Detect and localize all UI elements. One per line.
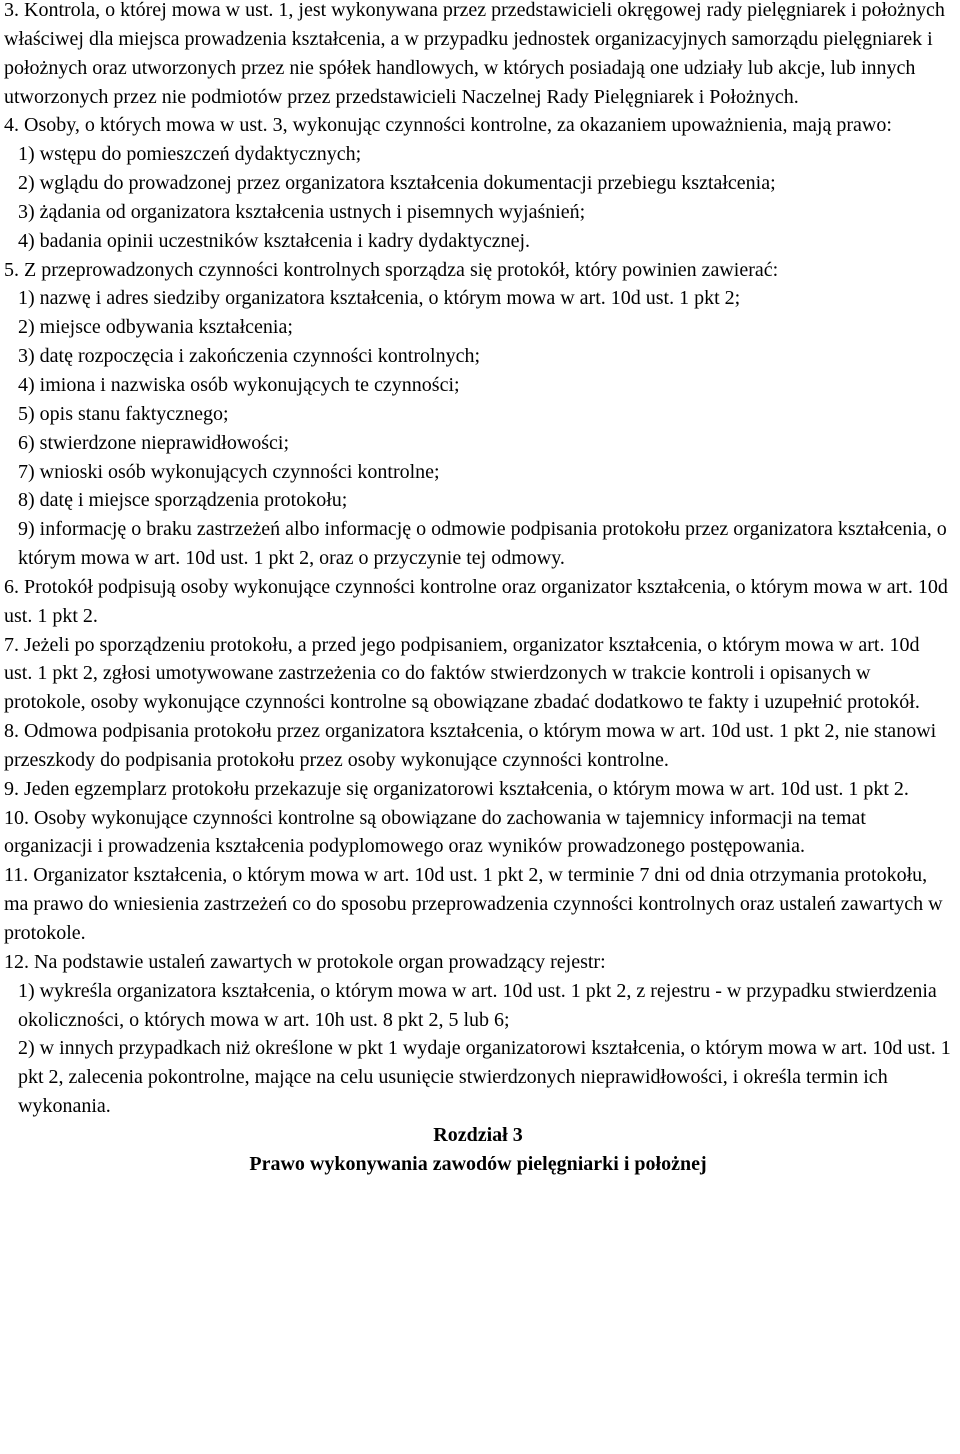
paragraph-3: 3. Kontrola, o której mowa w ust. 1, jest wykonywana przez przedstawicieli okręgowej rady pielęgniarek i położnych właściwej dla miejsca prowadzenia kształcenia, a w przypadku jednostek organizacyjnych samorządu pielęgniarek i położnych oraz utworzonych przez nie spółek handlowych, w których posiadają one udziały lub akcje, lub innych utworzonych przez nie podmiotów przez przedstawicieli Naczelnej Rady Pielęgniarek i Położnych. (4, 0, 945, 108)
paragraph-12: 12. Na podstawie ustaleń zawartych w protokole organ prowadzący rejestr: (4, 950, 606, 973)
list-item: 4) imiona i nazwiska osób wykonujących te czynności; (18, 373, 460, 396)
list-item: 1) nazwę i adres siedziby organizatora kształcenia, o którym mowa w art. 10d ust. 1 pkt 2; (18, 287, 741, 310)
list-item: 4) badania opinii uczestników kształcenia i kadry dydaktycznej. (18, 229, 531, 252)
list-item: 9) informację o braku zastrzeżeń albo informację o odmowie podpisania protokołu przez organizatora kształcenia, o którym mowa w art. 10d ust. 1 pkt 2, oraz o przyczynie tej odmowy. (18, 518, 947, 570)
chapter-number: Rozdział 3 (433, 1123, 523, 1146)
list-item: 3) datę rozpoczęcia i zakończenia czynności kontrolnych; (18, 345, 481, 368)
paragraph-5: 5. Z przeprowadzonych czynności kontrolnych sporządza się protokół, który powinien zawierać: (4, 258, 779, 281)
list-item: 2) wglądu do prowadzonej przez organizatora kształcenia dokumentacji przebiegu kształcenia; (18, 172, 776, 195)
paragraph-8: 8. Odmowa podpisania protokołu przez organizatora kształcenia, o którym mowa w art. 10d ust. 1 pkt 2, nie stanowi przeszkody do podpisania protokołu przez osoby wykonujące czynności kontrolne. (4, 720, 937, 771)
document-body (4, 0, 952, 1179)
paragraph-10: 10. Osoby wykonujące czynności kontrolne są obowiązane do zachowania w tajemnicy informacji na temat organizacji i prowadzenia kształcenia podyplomowego oraz wyników prowadzonego postępowania. (4, 806, 866, 858)
paragraph-7: 7. Jeżeli po sporządzeniu protokołu, a przed jego podpisaniem, organizator kształcenia, o którym mowa w art. 10d ust. 1 pkt 2, zgłosi umotywowane zastrzeżenia co do faktów stwierdzonych w trakcie kontroli i opisanych w protokole, osoby wykonujące czynności kontrolne są obowiązane zbadać dodatkowo te fakty i uzupełnić protokół. (4, 633, 920, 714)
list-item: 3) żądania od organizatora kształcenia ustnych i pisemnych wyjaśnień; (18, 200, 586, 223)
list-item: 2) miejsce odbywania kształcenia; (18, 316, 293, 339)
list-item: 1) wstępu do pomieszczeń dydaktycznych; (18, 143, 362, 166)
list-item: 2) w innych przypadkach niż określone w pkt 1 wydaje organizatorowi kształcenia, o którym mowa w art. 10d ust. 1 pkt 2, zalecenia pokontrolne, mające na celu usunięcie stwierdzonych nieprawidłowości, i określa termin ich wykonania. (18, 1037, 951, 1118)
list-item: 5) opis stanu faktycznego; (18, 402, 229, 425)
paragraph-11: 11. Organizator kształcenia, o którym mowa w art. 10d ust. 1 pkt 2, w terminie 7 dni od dnia otrzymania protokołu, ma prawo do wniesienia zastrzeżeń co do sposobu przeprowadzenia czynności kontrolnych oraz ustaleń zawartych w protokole. (4, 864, 943, 944)
list-item: 7) wnioski osób wykonujących czynności kontrolne; (18, 460, 440, 483)
paragraph-4: 4. Osoby, o których mowa w ust. 3, wykonując czynności kontrolne, za okazaniem upoważnienia, mają prawo: (4, 114, 892, 137)
list-item: 6) stwierdzone nieprawidłowości; (18, 431, 290, 454)
paragraph-9: 9. Jeden egzemplarz protokołu przekazuje się organizatorowi kształcenia, o którym mowa w art. 10d ust. 1 pkt 2. (4, 777, 909, 800)
list-item: 1) wykreśla organizatora kształcenia, o którym mowa w art. 10d ust. 1 pkt 2, z rejestru - w przypadku stwierdzenia okoliczności, o których mowa w art. 10h ust. 8 pkt 2, 5 lub 6; (18, 979, 937, 1031)
chapter-title: Prawo wykonywania zawodów pielęgniarki i położnej (249, 1152, 707, 1175)
paragraph-6: 6. Protokół podpisują osoby wykonujące czynności kontrolne oraz organizator kształcenia, o którym mowa w art. 10d ust. 1 pkt 2. (4, 575, 948, 627)
list-item: 8) datę i miejsce sporządzenia protokołu; (18, 489, 348, 512)
